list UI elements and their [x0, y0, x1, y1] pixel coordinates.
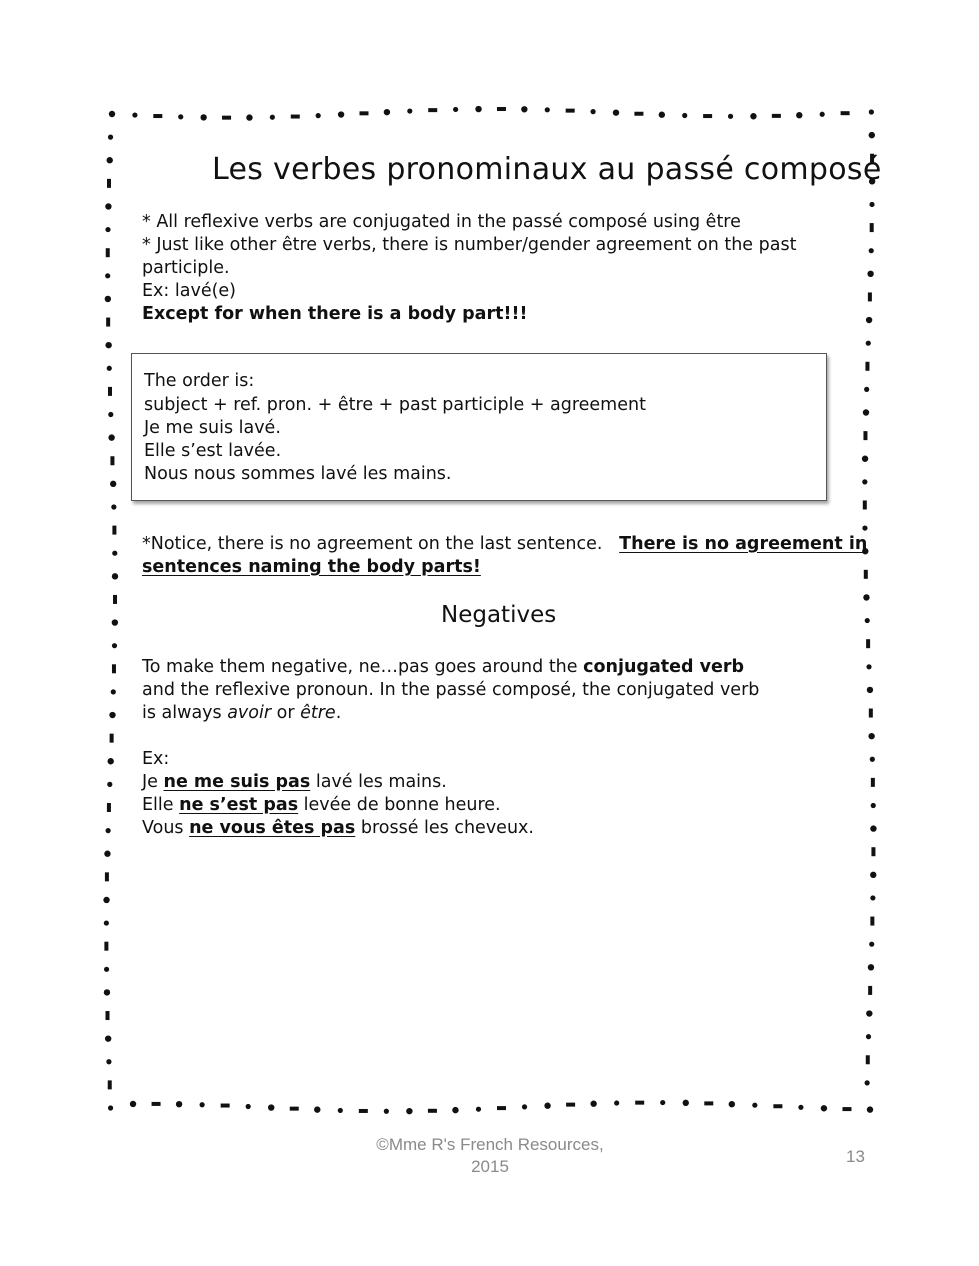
example-rest: brossé les cheveux. [355, 818, 534, 838]
border-dash [222, 116, 231, 120]
negatives-line-2: and the reflexive pronoun. In the passé composé, the conjugated verb [142, 680, 760, 700]
border-dot [660, 1100, 665, 1105]
border-dot [728, 114, 733, 119]
border-dot [108, 434, 114, 440]
border-dot [869, 248, 874, 253]
negatives-heading: Negatives [441, 602, 557, 628]
border-dot [105, 342, 111, 348]
border-dot [659, 112, 665, 118]
border-dash [108, 1080, 112, 1089]
border-dash [105, 872, 109, 881]
border-dash [868, 292, 872, 301]
border-dot [246, 1104, 251, 1109]
border-dash [869, 709, 873, 718]
border-dot [200, 1102, 205, 1107]
border-dash [106, 318, 110, 327]
border-dash [703, 114, 712, 118]
border-dot [798, 1105, 803, 1110]
border-dash [497, 1106, 506, 1110]
border-dash [153, 114, 162, 118]
border-dot [545, 107, 550, 112]
border-dot [338, 1108, 343, 1113]
negative-example-3 [142, 817, 534, 840]
border-dot [867, 1106, 873, 1112]
negative-example-1 [142, 771, 447, 794]
border-dash [842, 1107, 851, 1111]
border-dash [359, 1109, 368, 1113]
border-dash [428, 108, 437, 112]
intro-exception: Except for when there is a body part!!! [142, 304, 528, 324]
border-dash [566, 109, 575, 113]
border-dash [497, 107, 506, 111]
order-heading: The order is: [144, 371, 255, 391]
border-dot [683, 1100, 689, 1106]
border-dot [111, 504, 116, 509]
example-rest: levée de bonne heure. [298, 795, 501, 815]
border-dash [113, 595, 117, 604]
border-dot [112, 619, 118, 625]
border-dot [868, 733, 874, 739]
border-dash [112, 664, 116, 673]
border-dot [103, 897, 109, 903]
border-dot [109, 111, 115, 117]
order-example-2: Elle s’est lavée. [144, 441, 282, 461]
border-dot [865, 618, 870, 623]
border-dot [864, 387, 869, 392]
etre-term: être [300, 703, 336, 723]
border-dot [406, 1108, 412, 1114]
border-dot [246, 114, 252, 120]
border-dash [704, 1101, 713, 1105]
border-dash [152, 1102, 161, 1106]
border-dot [865, 1080, 870, 1085]
intro-line-2: * Just like other être verbs, there is number/gender agreement on the past [142, 235, 797, 255]
border-dot [200, 114, 206, 120]
border-dash [290, 1107, 299, 1111]
border-dot [110, 481, 116, 487]
border-dot [176, 1101, 182, 1107]
border-dot [867, 271, 873, 277]
border-dot [590, 1101, 596, 1107]
border-dot [820, 112, 825, 117]
border-dot [869, 109, 874, 114]
border-dash [870, 917, 874, 926]
border-dash [864, 570, 868, 579]
order-formula: subject + ref. pron. + être + past participle + agreement [144, 395, 646, 415]
border-dash [871, 778, 875, 787]
border-dash [868, 986, 872, 995]
border-dot [522, 1104, 527, 1109]
border-dot [682, 113, 687, 118]
order-example-1: Je me suis lavé. [144, 418, 281, 438]
border-dot [870, 872, 876, 878]
border-dash [863, 431, 867, 440]
border-dash [428, 1109, 437, 1113]
notice-emphasis: There is no agreement in [619, 534, 868, 554]
border-dot [107, 157, 113, 163]
border-dash [635, 1101, 644, 1105]
border-dot [871, 803, 876, 808]
border-dot [614, 1100, 619, 1105]
border-dot [407, 108, 412, 113]
border-dot [108, 758, 114, 764]
border-dash [107, 179, 111, 188]
copyright-line-2: 2015 [471, 1157, 509, 1176]
border-dot [109, 712, 115, 718]
border-dash [866, 1055, 870, 1064]
border-dash [870, 223, 874, 232]
border-dot [104, 989, 110, 995]
intro-line-1: * All reflexive verbs are conjugated in the passé composé using être [142, 212, 741, 232]
border-dash [841, 111, 850, 115]
example-rest: lavé les mains. [310, 772, 447, 792]
border-dash [112, 526, 116, 535]
intro-line-3: participle. [142, 258, 230, 278]
border-dot [862, 456, 868, 462]
border-dash [566, 1103, 575, 1107]
border-dot [590, 109, 595, 114]
border-dot [544, 1103, 550, 1109]
border-dot [862, 525, 867, 530]
border-dot [867, 687, 873, 693]
border-dot [863, 594, 869, 600]
border-dot [105, 203, 111, 209]
border-dot [178, 114, 183, 119]
example-subject: Elle [142, 795, 180, 815]
border-dot [475, 106, 481, 112]
border-dash [866, 639, 870, 648]
negatives-text: To make them negative, ne…pas goes around the [142, 657, 584, 677]
notice-lead: *Notice, there is no agreement on the last sentence. [142, 534, 603, 554]
example-label: Ex: [142, 749, 170, 769]
border-dot [106, 1059, 111, 1064]
negative-example-2 [142, 794, 501, 817]
border-dot [108, 412, 113, 417]
border-dot [338, 111, 344, 117]
border-dot [108, 135, 113, 140]
border-dot [752, 1103, 757, 1108]
border-dot [105, 296, 111, 302]
conjugated-verb-term: conjugated verb [583, 657, 745, 677]
border-dash [772, 114, 781, 118]
footer-copyright [340, 1135, 640, 1177]
negation-phrase: ne s’est pas [179, 795, 299, 815]
border-dot [104, 920, 109, 925]
border-dot [521, 106, 527, 112]
border-dot [105, 273, 110, 278]
border-dot [869, 132, 875, 138]
border-dot [314, 1106, 320, 1112]
border-dash [221, 1104, 230, 1108]
negatives-text: or [271, 703, 301, 723]
border-dot [104, 851, 110, 857]
border-dot [108, 1105, 113, 1110]
border-dot [869, 942, 874, 947]
border-dot [270, 115, 275, 120]
border-dot [112, 551, 117, 556]
border-dot [870, 825, 876, 831]
border-dot [821, 1105, 827, 1111]
border-dot [106, 828, 111, 833]
border-dash [106, 1011, 110, 1020]
border-dash [104, 942, 108, 951]
negatives-text: is always [142, 703, 228, 723]
order-example-3: Nous nous sommes lavé les mains. [144, 464, 452, 484]
border-dot [112, 643, 117, 648]
border-dot [384, 1109, 389, 1114]
border-dash [863, 500, 867, 509]
border-dot [796, 112, 802, 118]
border-dot [866, 664, 871, 669]
border-dot [870, 895, 875, 900]
border-dot [870, 757, 875, 762]
border-dot [750, 113, 756, 119]
border-dot [866, 1010, 872, 1016]
border-dot [868, 964, 874, 970]
border-dot [453, 107, 458, 112]
border-dot [130, 1101, 136, 1107]
border-dot [866, 317, 872, 323]
example-subject: Vous [142, 818, 190, 838]
border-dash [110, 456, 114, 465]
border-dot [112, 573, 118, 579]
border-dot [316, 113, 321, 118]
border-dot [104, 967, 109, 972]
border-dot [107, 782, 112, 787]
border-dot [384, 109, 390, 115]
border-dot [132, 112, 137, 117]
page-title: Les verbes pronominaux au passé composé [212, 152, 882, 187]
example-subject: Je [142, 772, 164, 792]
border-dash [865, 362, 869, 371]
border-dash [110, 734, 114, 743]
border-dot [862, 479, 867, 484]
border-dot [107, 366, 112, 371]
border-dot [866, 1034, 871, 1039]
border-dash [106, 248, 110, 257]
border-dot [863, 409, 869, 415]
avoir-term: avoir [227, 703, 272, 723]
border-dot [111, 689, 116, 694]
border-dash [108, 387, 112, 396]
border-dot [476, 1107, 481, 1112]
page-number: 13 [846, 1147, 865, 1166]
negatives-line-1 [142, 656, 744, 679]
border-dash [773, 1104, 782, 1108]
notice-emphasis-cont: sentences naming the body parts! [142, 557, 481, 577]
border-dash [360, 111, 369, 115]
border-dot [869, 202, 874, 207]
negation-phrase: ne me suis pas [163, 772, 311, 792]
copyright-line-1: ©Mme R's French Resources, [376, 1135, 604, 1154]
border-dot [866, 341, 871, 346]
border-dash [871, 847, 875, 856]
border-dot [105, 1035, 111, 1041]
negation-phrase: ne vous êtes pas [189, 818, 356, 838]
border-dot [268, 1104, 274, 1110]
border-dot [613, 109, 619, 115]
negatives-line-3 [142, 702, 341, 725]
border-dash [107, 803, 111, 812]
border-dot [729, 1101, 735, 1107]
border-dot [105, 227, 110, 232]
intro-example: Ex: lavé(e) [142, 281, 237, 301]
negatives-text: . [335, 703, 342, 723]
border-dash [634, 112, 643, 116]
border-dot [452, 1107, 458, 1113]
border-dash [291, 115, 300, 119]
notice-line-1 [142, 533, 867, 556]
